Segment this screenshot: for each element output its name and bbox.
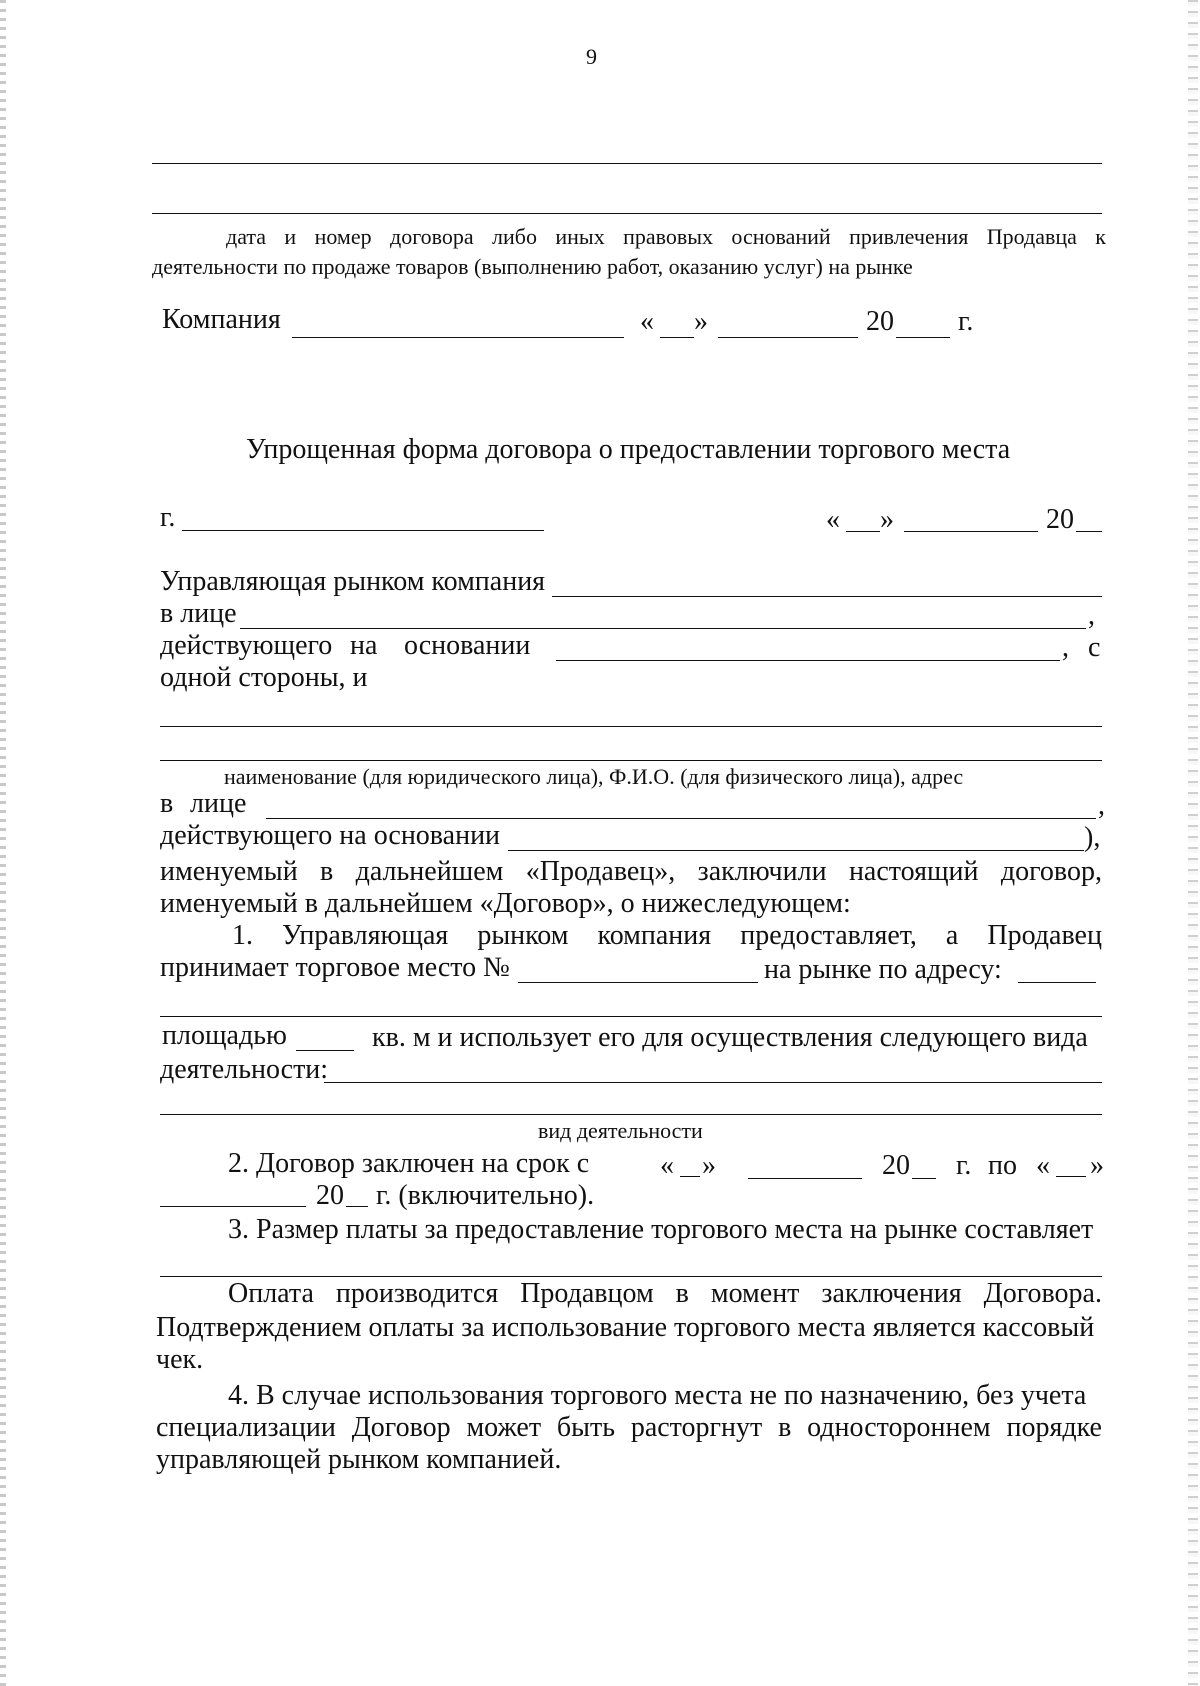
acting-on-label: действующего на основании xyxy=(160,820,501,851)
named-contract-line: именуемый в дальнейшем «Договор», о нижеследующем: xyxy=(160,888,851,919)
payment-line2: Подтверждением оплаты за использование торгового места является кассовый xyxy=(156,1312,1095,1343)
clause4-line2: специализации Договор может быть расторгнут в одностороннем порядке xyxy=(156,1412,1102,1443)
date-day-blank xyxy=(846,531,880,532)
date-year-prefix: 20 xyxy=(1046,504,1074,535)
clause2-line2-rest: г. (включительно). xyxy=(376,1180,595,1211)
in-person-blank xyxy=(266,818,1096,819)
city-prefix: г. xyxy=(160,502,176,533)
clause1-line2-b: на рынке по адресу: xyxy=(764,954,1002,985)
clause4-line1: 4. В случае использования торгового места не по назначению, без учета xyxy=(228,1380,1087,1411)
blank-line xyxy=(152,213,1102,214)
scan-left-edge xyxy=(0,0,6,1686)
date-quote-close: » xyxy=(880,504,894,535)
clause2-year: 20 xyxy=(882,1150,910,1181)
date-year-blank xyxy=(1076,531,1102,532)
blank-line xyxy=(160,1016,1102,1017)
comma: , xyxy=(1088,600,1095,631)
clause2-line2-year: 20 xyxy=(316,1180,344,1211)
date-quote-open: « xyxy=(826,504,840,535)
manager-label: Управляющая рынком компания xyxy=(160,566,546,597)
payment-line3: чек. xyxy=(156,1344,204,1375)
clause4-line3: управляющей рынком компанией. xyxy=(156,1444,562,1475)
clause2-month-blank xyxy=(748,1178,862,1179)
close-paren: ), xyxy=(1084,822,1101,853)
quote-close: » xyxy=(694,306,708,337)
from-word: с xyxy=(1088,632,1101,663)
blank-line xyxy=(160,726,1102,727)
acting-on-word: действующего xyxy=(160,630,333,661)
quote-open: « xyxy=(1036,1150,1050,1181)
in-person-blank xyxy=(240,628,1086,629)
activity-label: деятельности: xyxy=(160,1054,329,1085)
quote-open: « xyxy=(640,306,654,337)
acting-on-word: основании xyxy=(404,630,531,661)
clause2-end-day-blank xyxy=(1056,1176,1086,1177)
one-side-text: одной стороны, и xyxy=(160,662,368,693)
payment-line1: Оплата производится Продавцом в момент заключения Договора. xyxy=(228,1278,1102,1309)
comma: , xyxy=(1062,632,1069,663)
quote-close: » xyxy=(702,1150,716,1181)
date-month-blank xyxy=(904,531,1038,532)
in-person-label: в лице xyxy=(160,598,237,629)
activity-caption: вид деятельности xyxy=(538,1118,703,1143)
year-blank xyxy=(896,337,950,338)
clause2-year-blank xyxy=(912,1178,936,1179)
top-caption-line1: дата и номер договора либо иных правовых оснований привлечения Продавца к xyxy=(226,224,1106,249)
address-blank xyxy=(1018,982,1096,983)
activity-blank xyxy=(324,1082,1102,1083)
clause1-line1: 1. Управляющая рынком компания предоставляет, а Продавец xyxy=(232,920,1102,951)
year-prefix: 20 xyxy=(866,306,894,337)
company-label: Компания xyxy=(162,304,281,335)
page-number: 9 xyxy=(586,44,597,69)
clause3-line1: 3. Размер платы за предоставление торгового места на рынке составляет xyxy=(228,1214,1094,1245)
blank-line xyxy=(152,163,1102,164)
year-suffix: г. xyxy=(958,306,974,337)
seller-caption: наименование (для юридического лица), Ф.И.О. (для физического лица), адрес xyxy=(224,764,964,789)
acting-on-blank xyxy=(556,660,1060,661)
quote-open: « xyxy=(660,1150,674,1181)
city-blank xyxy=(182,530,544,531)
top-caption-line2: деятельности по продаже товаров (выполнению работ, оказанию услуг) на рынке xyxy=(152,254,913,279)
place-number-blank xyxy=(518,982,758,983)
named-seller-line: именуемый в дальнейшем «Продавец», заключили настоящий договор, xyxy=(160,856,1102,887)
clause2-end-year-blank xyxy=(346,1206,368,1207)
acting-on-blank xyxy=(508,850,1084,851)
in-person-label: лице xyxy=(190,788,247,819)
clause2-day-blank xyxy=(680,1176,700,1177)
scan-right-edge xyxy=(1188,0,1198,1686)
manager-blank xyxy=(552,596,1102,597)
area-label: площадью xyxy=(162,1020,287,1051)
day-blank xyxy=(660,337,694,338)
month-blank xyxy=(718,337,858,338)
clause2-line1-a: 2. Договор заключен на срок с xyxy=(228,1148,590,1179)
quote-close: » xyxy=(1090,1150,1104,1181)
area-text: кв. м и использует его для осуществления следующего вида xyxy=(372,1022,1088,1053)
clause2-end-month-blank xyxy=(160,1206,306,1207)
comma: , xyxy=(1098,790,1105,821)
in-person-label: в xyxy=(160,788,174,819)
form-title: Упрощенная форма договора о предоставлении торгового места xyxy=(246,434,1011,465)
area-blank xyxy=(296,1050,354,1051)
acting-on-word: на xyxy=(350,630,378,661)
blank-line xyxy=(160,760,1102,761)
clause2-po: по xyxy=(988,1150,1017,1181)
blank-line xyxy=(160,1276,1102,1277)
company-name-blank xyxy=(292,337,624,338)
blank-line xyxy=(160,1114,1102,1115)
clause1-line2-a: принимает торговое место № xyxy=(160,952,510,983)
clause2-g: г. xyxy=(956,1150,972,1181)
